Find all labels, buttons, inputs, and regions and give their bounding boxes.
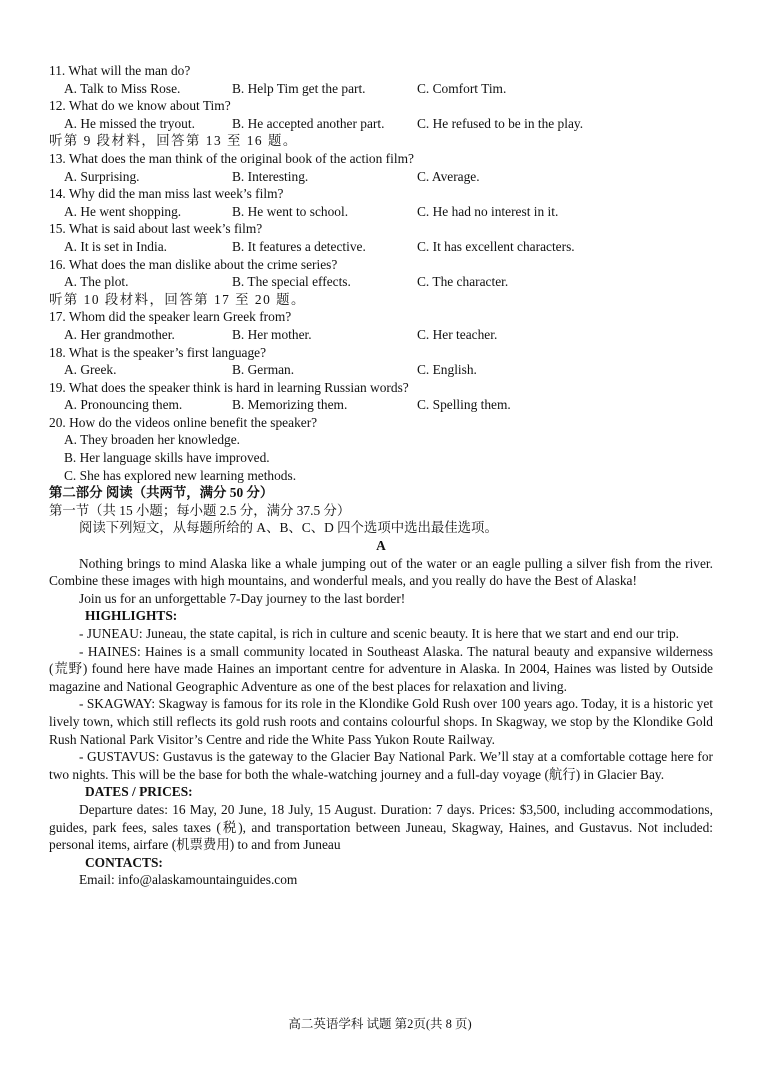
question-19-stem: 19. What does the speaker think is hard in learning Russian words?	[49, 379, 409, 395]
question-18-stem: 18. What is the speaker’s first language?	[49, 344, 267, 360]
question-19-option-c: C. Spelling them.	[417, 397, 511, 413]
part2-title: 第二部分 阅读（共两节，满分 50 分）	[49, 485, 274, 501]
question-15-options	[49, 238, 713, 256]
question-14-stem: 14. Why did the man miss last week’s film?	[49, 186, 284, 202]
question-11-stem: 11. What will the man do?	[49, 63, 191, 78]
highlight-haines: - HAINES: Haines is a small community located in Southeast Alaska. The natural beauty and expansive wilderness (荒野) found here have made Haines an important centre for adventure in Alaska. In 2004, Haines was listed by Outside magazine and National Geographic Adventure as one of the best places for relaxation and living.	[49, 643, 713, 694]
question-12-stem: 12. What do we know about Tim?	[49, 98, 231, 114]
question-20-stem: 20. How do the videos online benefit the speaker?	[49, 414, 318, 430]
question-18-option-c: C. English.	[417, 362, 477, 378]
page-footer: 高二英语学科 试题 第2页(共 8 页)	[288, 1017, 472, 1031]
question-19-options	[49, 396, 713, 414]
question-14-option-c: C. He had no interest in it.	[417, 203, 559, 219]
section1-instruction: 阅读下列短文，从每题所给的 A、B、C、D 四个选项中选出最佳选项。	[79, 520, 498, 536]
question-16-option-c: C. The character.	[417, 274, 509, 290]
highlight-gustavus: - GUSTAVUS: Gustavus is the gateway to the Glacier Bay National Park. We’ll stay at a comfortable cottage here for two nights. This will be the base for both the whale-watching journey and a full-day voyage (航行) in Glacier Bay.	[49, 749, 713, 782]
question-13-stem: 13. What does the man think of the original book of the action film?	[49, 150, 414, 166]
question-17-options	[49, 326, 713, 344]
dates-heading: DATES / PRICES:	[85, 784, 193, 800]
question-12-option-c: C. He refused to be in the play.	[417, 115, 584, 131]
question-13-options	[49, 168, 713, 186]
question-11-options	[49, 80, 713, 98]
question-19-option-a: A. Pronouncing them.	[64, 397, 183, 413]
question-14-option-b: B. He went to school.	[232, 203, 349, 219]
highlights-heading: HIGHLIGHTS:	[85, 608, 178, 624]
question-17-stem: 17. Whom did the speaker learn Greek from?	[49, 309, 292, 325]
question-16-option-b: B. The special effects.	[232, 274, 351, 290]
question-13-option-b: B. Interesting.	[232, 168, 309, 184]
question-19-option-b: B. Memorizing them.	[232, 397, 348, 413]
intro-paragraph: Nothing brings to mind Alaska like a whale jumping out of the water or an eagle pulling a silver fish from the river. Combine these images with high mountains, and wonderful meals, and you really do have the Best of Alaska!	[49, 555, 713, 589]
question-18-option-b: B. German.	[232, 362, 295, 378]
question-20-option-a: A. They broaden her knowledge.	[64, 432, 241, 448]
passage-label: A	[376, 538, 386, 554]
question-11-option-c: C. Comfort Tim.	[417, 80, 507, 96]
question-18-option-a: A. Greek.	[64, 362, 117, 378]
question-14-options	[49, 203, 713, 221]
question-17-option-c: C. Her teacher.	[417, 326, 498, 342]
email-line: Email: info@alaskamountainguides.com	[79, 872, 298, 888]
question-15-option-a: A. It is set in India.	[64, 238, 168, 254]
question-15-option-b: B. It features a detective.	[232, 238, 366, 254]
question-13-option-a: A. Surprising.	[64, 168, 140, 184]
question-13-option-c: C. Average.	[417, 168, 480, 184]
question-17-option-a: A. Her grandmother.	[64, 326, 175, 342]
question-15-stem: 15. What is said about last week’s film?	[49, 221, 263, 237]
instruction-material-9: 听第 9 段材料，回答第 13 至 16 题。	[49, 133, 298, 149]
contacts-heading: CONTACTS:	[85, 854, 163, 870]
question-11-option-b: B. Help Tim get the part.	[232, 80, 366, 96]
highlight-juneau: - JUNEAU: Juneau, the state capital, is rich in culture and scenic beauty. It is here that we start and end our trip.	[79, 626, 680, 641]
question-11-option-a: A. Talk to Miss Rose.	[64, 80, 181, 96]
instruction-material-10: 听第 10 段材料，回答第 17 至 20 题。	[49, 291, 306, 307]
join-line: Join us for an unforgettable 7-Day journey to the last border!	[79, 590, 406, 606]
question-20-option-b: B. Her language skills have improved.	[64, 450, 270, 466]
question-15-option-c: C. It has excellent characters.	[417, 238, 575, 254]
highlight-skagway: - SKAGWAY: Skagway is famous for its role in the Klondike Gold Rush over 100 years ago. Today, it is a historic yet lively town, which still reflects its gold rush roots and contains colourful shops. In Skagway, we stop by the Klondike Gold Rush National Park Visitor’s Centre and ride the White Pass Yukon Route Railway.	[49, 696, 713, 747]
question-16-stem: 16. What does the man dislike about the crime series?	[49, 256, 338, 272]
page-content	[49, 62, 713, 889]
question-16-option-a: A. The plot.	[64, 274, 129, 290]
question-17-option-b: B. Her mother.	[232, 326, 312, 342]
question-12-option-a: A. He missed the tryout.	[64, 115, 195, 131]
question-18-options	[49, 361, 713, 379]
question-16-options	[49, 273, 713, 291]
question-20-option-c: C. She has explored new learning methods.	[64, 467, 297, 483]
question-14-option-a: A. He went shopping.	[64, 203, 182, 219]
section1-title: 第一节（共 15 小题；每小题 2.5 分，满分 37.5 分）	[49, 502, 351, 518]
question-12-options	[49, 115, 713, 133]
dates-paragraph: Departure dates: 16 May, 20 June, 18 July, 15 August. Duration: 7 days. Prices: $3,500, including accommodations, guides, park fees, sales taxes (税), and transportation between Juneau, Skagway, Haines, and Gustavus. Not included: personal items, airfare (机票费用) to and from Juneau	[49, 801, 713, 853]
question-12-option-b: B. He accepted another part.	[232, 115, 385, 131]
